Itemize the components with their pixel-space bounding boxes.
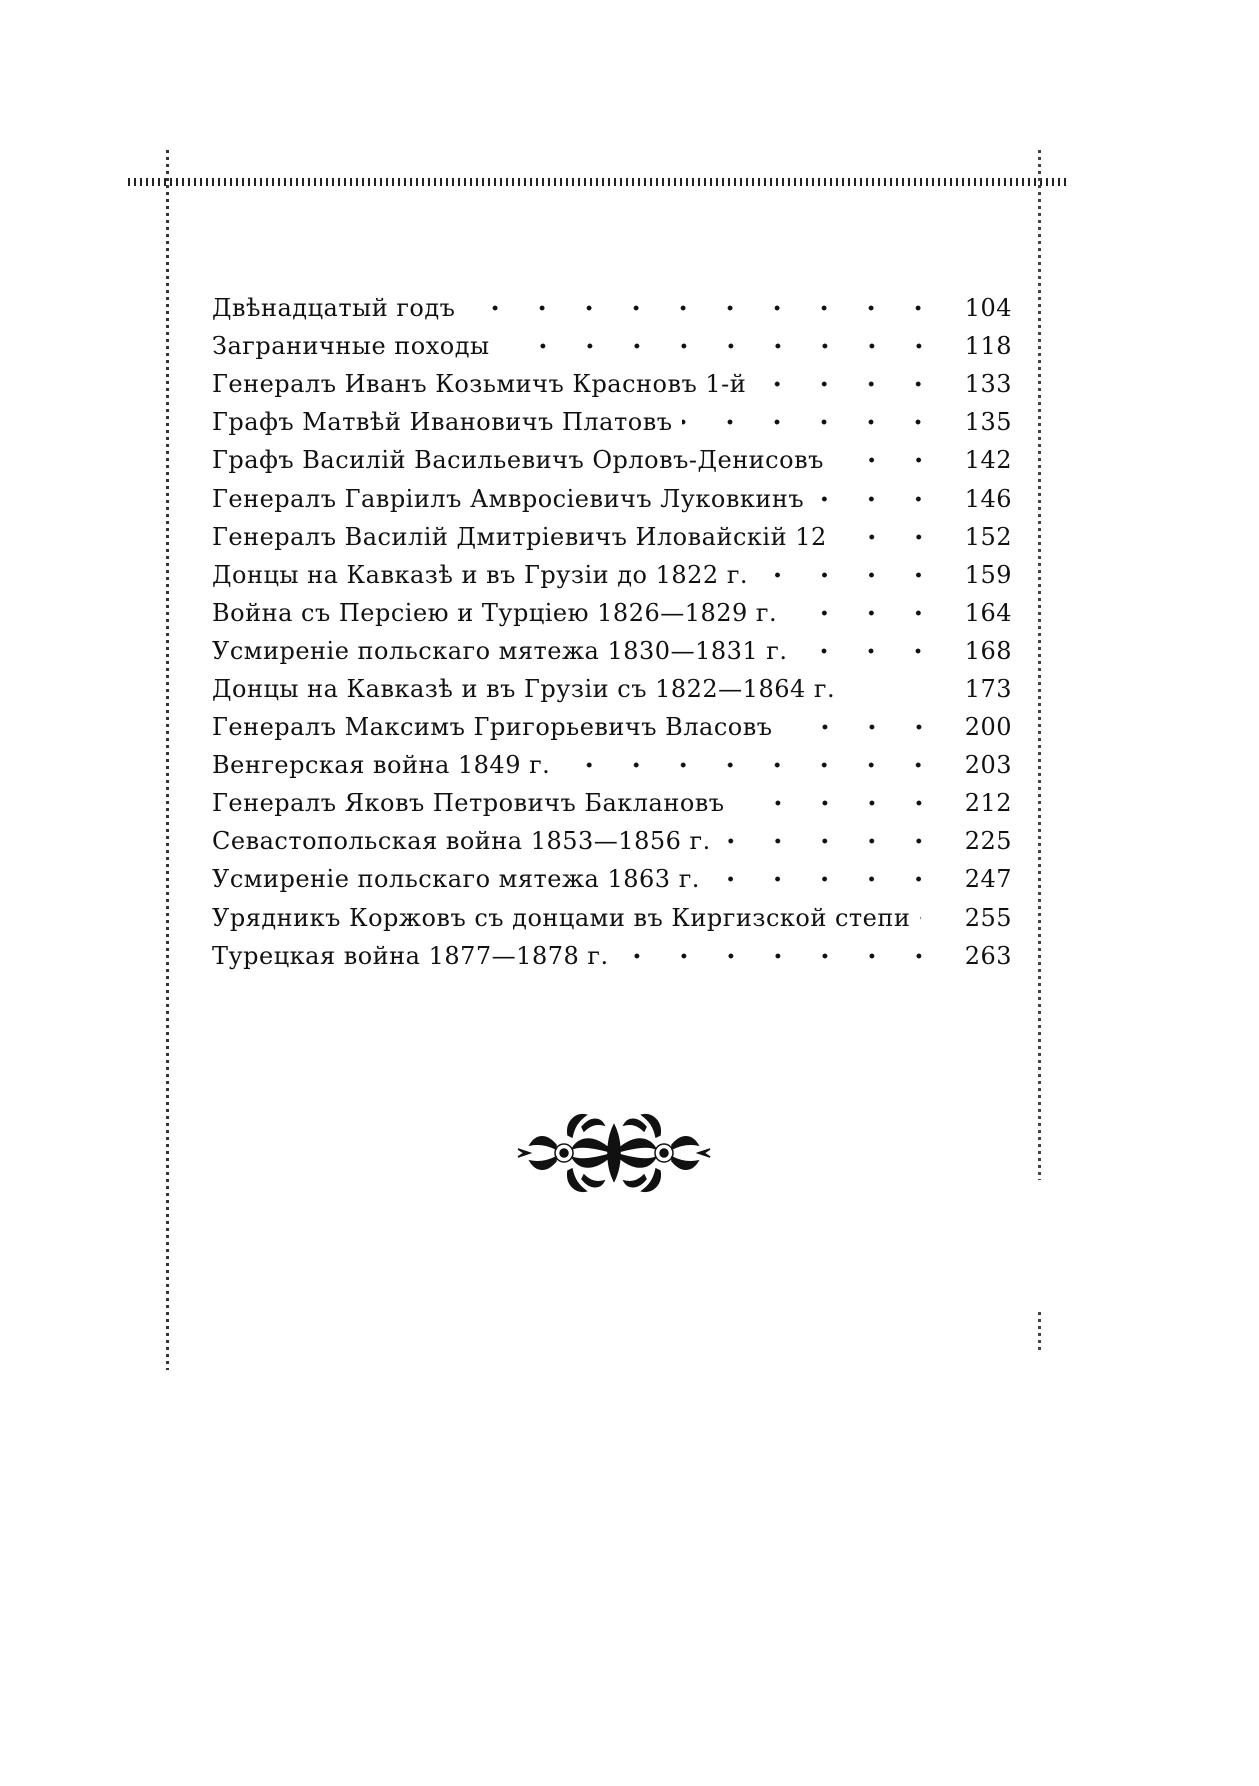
toc-entry [212, 708, 1012, 746]
toc-entry [212, 441, 1012, 479]
toc-dot-leader [735, 791, 942, 815]
toc-entry-title: Графъ Василiй Васильевичъ Орловъ-Денисовъ [212, 446, 824, 475]
toc-entry-title: Урядникъ Коржовъ съ донцами въ Киргизской степи [212, 903, 911, 932]
toc-entry-page: 225 [964, 827, 1012, 856]
toc-entry [212, 860, 1012, 898]
toc-entry-page: 263 [964, 941, 1012, 970]
toc-dot-leader [465, 296, 942, 320]
toc-entry-page: 152 [964, 522, 1012, 551]
toc-entry-page: 146 [964, 484, 1012, 513]
toc-entry [212, 937, 1012, 975]
toc-entry-page: 255 [964, 903, 1012, 932]
toc-entry [212, 632, 1012, 670]
top-dotted-rule [128, 178, 1068, 186]
toc-entry [212, 746, 1012, 784]
toc-entry-page: 135 [964, 408, 1012, 437]
toc-entry-title: Двѣнадцатый годъ [212, 294, 456, 323]
toc-entry-page: 168 [964, 636, 1012, 665]
toc-entry-page: 203 [964, 751, 1012, 780]
toc-entry-title: Генералъ Иванъ Козьмичъ Красновъ 1-й [212, 370, 747, 399]
toc-entry-title: Генералъ Яковъ Петровичъ Баклановъ [212, 789, 725, 818]
toc-entry [212, 899, 1012, 937]
toc-entry-page: 200 [964, 713, 1012, 742]
toc-entry-title: Венгерская война 1849 г. [212, 751, 551, 780]
toc-entry-page: 212 [964, 789, 1012, 818]
toc-entry-title: Генералъ Максимъ Григорьевичъ Власовъ [212, 713, 773, 742]
toc-dot-leader [619, 944, 942, 968]
toc-entry-title: Севастопольская война 1853—1856 г. [212, 827, 711, 856]
toc-entry [212, 822, 1012, 860]
table-of-contents [212, 289, 1012, 975]
toc-entry-title: Усмиренiе польскаго мятежа 1863 г. [212, 865, 700, 894]
toc-entry [212, 479, 1012, 517]
toc-dot-leader [758, 563, 942, 587]
toc-entry-title: Война съ Персiею и Турцiею 1826—1829 г. [212, 598, 778, 627]
toc-entry-page: 159 [964, 560, 1012, 589]
toc-entry-title: Усмиренiе польскаго мятежа 1830—1831 г. [212, 636, 788, 665]
toc-entry [212, 670, 1012, 708]
toc-entry-page: 104 [964, 294, 1012, 323]
toc-entry [212, 556, 1012, 594]
toc-entry [212, 784, 1012, 822]
toc-entry [212, 594, 1012, 632]
toc-entry-title: Донцы на Кавказѣ и въ Грузiи до 1822 г. [212, 560, 749, 589]
toc-entry [212, 403, 1012, 441]
toc-dot-leader [500, 334, 942, 358]
toc-dot-leader [721, 829, 942, 853]
toc-entry-title: Донцы на Кавказѣ и въ Грузiи съ 1822—1864 г. [212, 674, 836, 703]
toc-entry-title: Заграничные походы [212, 332, 490, 361]
toc-dot-leader [845, 677, 942, 701]
right-dotted-rule [1038, 150, 1041, 1350]
left-dotted-rule [166, 150, 169, 1370]
toc-entry-title: Генералъ Василiй Дмитрiевичъ Иловайскiй 12 [212, 522, 827, 551]
toc-entry-title: Графъ Матвѣй Ивановичъ Платовъ [212, 408, 673, 437]
toc-dot-leader [682, 410, 942, 434]
toc-entry-page: 247 [964, 865, 1012, 894]
toc-dot-leader [560, 753, 942, 777]
toc-dot-leader [710, 867, 942, 891]
toc-entry-page: 173 [964, 674, 1012, 703]
right-rule-gap [1030, 1180, 1050, 1310]
toc-entry [212, 289, 1012, 327]
toc-dot-leader [814, 487, 942, 511]
toc-dot-leader [837, 525, 942, 549]
toc-dot-leader [783, 715, 942, 739]
toc-entry-page: 133 [964, 370, 1012, 399]
toc-entry [212, 365, 1012, 403]
toc-dot-leader [787, 601, 942, 625]
toc-dot-leader [797, 639, 942, 663]
toc-entry [212, 327, 1012, 365]
toc-entry-page: 142 [964, 446, 1012, 475]
toc-entry-page: 118 [964, 332, 1012, 361]
toc-dot-leader [834, 448, 942, 472]
toc-entry-page: 164 [964, 598, 1012, 627]
toc-dot-leader [756, 372, 942, 396]
toc-entry-title: Турецкая война 1877—1878 г. [212, 941, 609, 970]
toc-entry-title: Генералъ Гаврiилъ Амвросiевичъ Луковкинъ [212, 484, 805, 513]
toc-dot-leader [920, 906, 942, 930]
floral-vignette-icon [516, 1105, 712, 1201]
toc-entry [212, 518, 1012, 556]
